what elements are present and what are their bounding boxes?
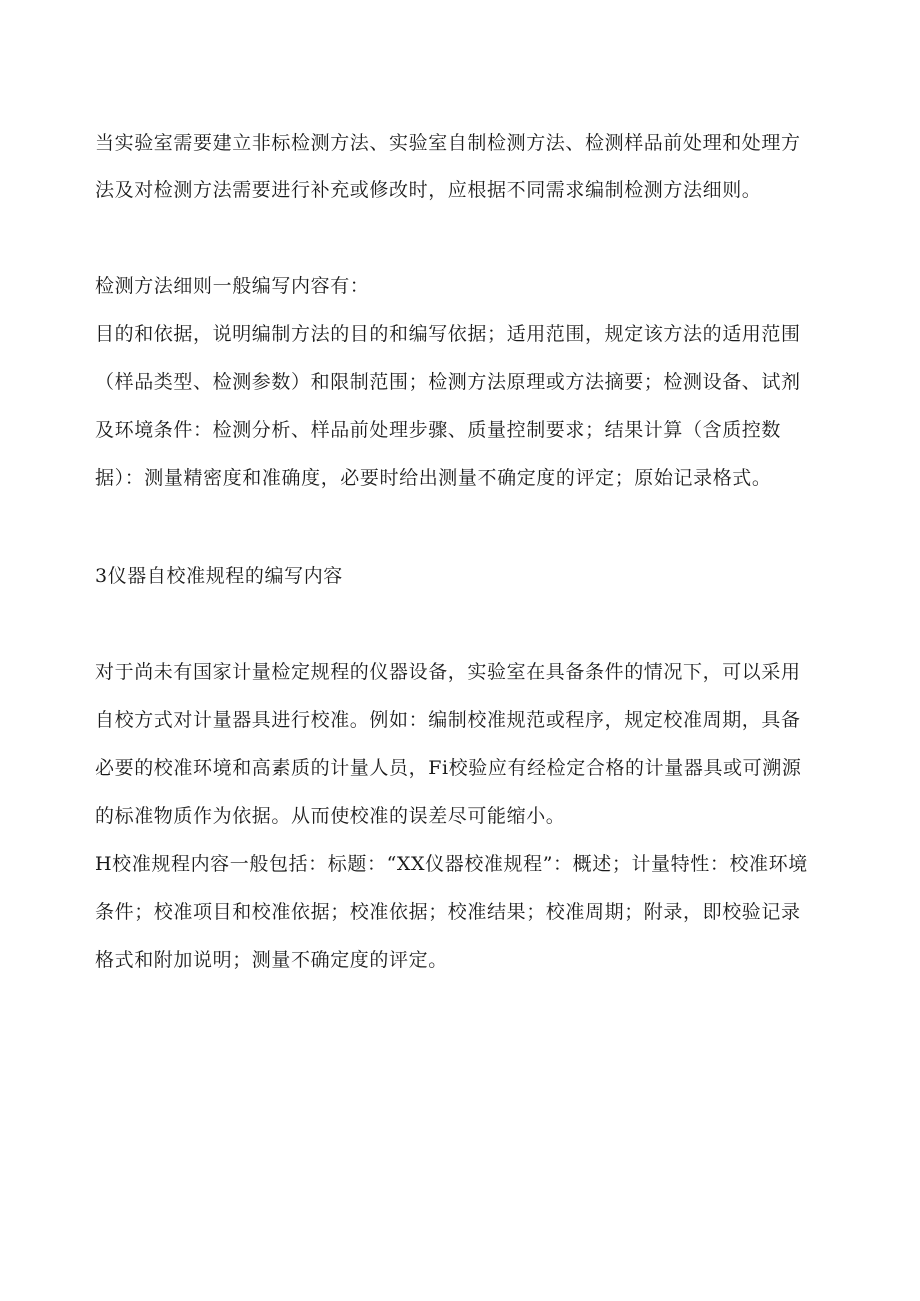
section-heading: 3仪器自校准规程的编写内容: [95, 565, 343, 587]
paragraph-2-line-2: 目的和依据，说明编制方法的目的和编写依据；适用范围，规定该方法的适用范围: [95, 323, 801, 345]
paragraph-1-line-1: 当实验室需要建立非标检测方法、实验室自制检测方法、检测样品前处理和处理方: [95, 132, 801, 154]
paragraph-2-line-3: （样品类型、检测参数）和限制范围；检测方法原理或方法摘要；检测设备、试剂: [95, 371, 801, 393]
paragraph-1-line-2: 法及对检测方法需要进行补充或修改时，应根据不同需求编制检测方法细则。: [95, 179, 762, 201]
paragraph-3-line-2: 自校方式对计量器具进行校准。例如：编制校准规范或程序，规定校准周期，具备: [95, 709, 801, 731]
paragraph-2-line-5: 据）：测量精密度和准确度，必要时给出测量不确定度的评定；原始记录格式。: [95, 467, 772, 489]
paragraph-3-line-4: 的标准物质作为依据。从而使校准的误差尽可能缩小。: [95, 805, 566, 827]
paragraph-3-line-5: H校准规程内容一般包括：标题：“XX仪器校准规程”：概述；计量特性：校准环境: [95, 853, 808, 875]
paragraph-2-line-4: 及环境条件：检测分析、样品前处理步骤、质量控制要求；结果计算（含质控数: [95, 419, 782, 441]
paragraph-3-line-7: 格式和附加说明；测量不确定度的评定。: [95, 949, 448, 971]
paragraph-3-line-1: 对于尚未有国家计量检定规程的仪器设备，实验室在具备条件的情况下，可以采用: [95, 661, 801, 683]
paragraph-3-line-3: 必要的校准环境和高素质的计量人员，Fi校验应有经检定合格的计量器具或可溯源: [95, 757, 802, 779]
paragraph-3-line-6: 条件；校准项目和校准依据；校准依据；校准结果；校准周期；附录，即校验记录: [95, 901, 801, 923]
paragraph-2-line-1: 检测方法细则一般编写内容有：: [95, 275, 370, 297]
